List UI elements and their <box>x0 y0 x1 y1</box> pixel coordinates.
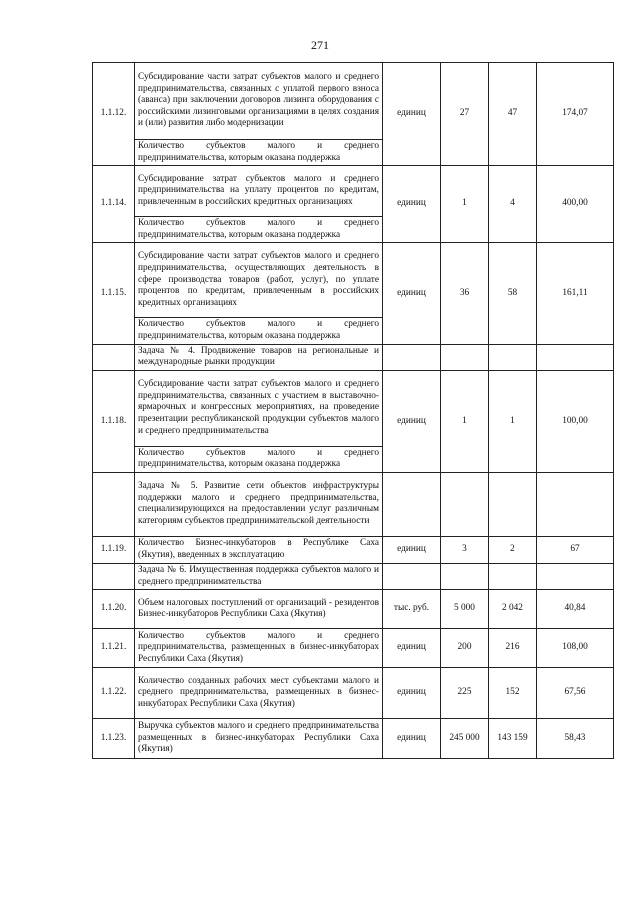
row-plan-value: 5 000 <box>441 590 489 629</box>
row-sub-description: Количество субъектов малого и среднего предпринимательства, которым оказана поддержка <box>135 318 383 344</box>
row-plan-value: 225 <box>441 668 489 719</box>
row-actual-value: 1 <box>489 370 537 472</box>
table-row <box>93 629 614 668</box>
row-actual-value: 4 <box>489 166 537 243</box>
table-row <box>93 590 614 629</box>
row-plan-value: 245 000 <box>441 719 489 759</box>
table-row <box>93 344 614 370</box>
row-number: 1.1.21. <box>93 629 135 668</box>
row-unit: единиц <box>383 536 441 563</box>
table-row <box>93 472 614 536</box>
task-heading: Задача № 5. Развитие сети объектов инфраструктуры поддержки малого и среднего предпринимательства, специализирующихся на предоставлении услуг различным категориям субъектов предпринимательской деятельности <box>135 472 383 536</box>
row-description: Объем налоговых поступлений от организаций - резидентов Бизнес-инкубаторов Республики Саха (Якутия) <box>135 590 383 629</box>
indicators-table <box>92 62 614 759</box>
table-row <box>93 536 614 563</box>
row-actual-value: 2 042 <box>489 590 537 629</box>
row-plan-value: 1 <box>441 166 489 243</box>
row-sub-description: Количество субъектов малого и среднего предпринимательства, которым оказана поддержка <box>135 446 383 472</box>
row-actual-value: 47 <box>489 63 537 166</box>
row-actual-value: 143 159 <box>489 719 537 759</box>
table-row <box>93 243 614 318</box>
row-percent-value: 40,84 <box>537 590 614 629</box>
row-percent-value: 174,07 <box>537 63 614 166</box>
row-percent-value: 67,56 <box>537 668 614 719</box>
table-row <box>93 166 614 217</box>
table-row <box>93 563 614 589</box>
row-unit: единиц <box>383 166 441 243</box>
row-percent-value: 108,00 <box>537 629 614 668</box>
table-row <box>93 668 614 719</box>
row-unit: единиц <box>383 668 441 719</box>
row-percent-value: 58,43 <box>537 719 614 759</box>
row-number: 1.1.12. <box>93 63 135 166</box>
row-number: 1.1.19. <box>93 536 135 563</box>
row-description: Количество Бизнес-инкубаторов в Республике Саха (Якутия), введенных в эксплуатацию <box>135 536 383 563</box>
row-percent-value: 67 <box>537 536 614 563</box>
row-unit: единиц <box>383 370 441 472</box>
row-actual-value: 216 <box>489 629 537 668</box>
page-number: 271 <box>311 38 329 52</box>
row-actual-value: 152 <box>489 668 537 719</box>
row-description: Количество субъектов малого и среднего предпринимательства, размещенных в бизнес-инкубаторах Республики Саха (Якутия) <box>135 629 383 668</box>
row-unit: единиц <box>383 63 441 166</box>
row-plan-value: 200 <box>441 629 489 668</box>
table-row <box>93 63 614 140</box>
table-row <box>93 719 614 759</box>
row-description: Субсидирование части затрат субъектов малого и среднего предпринимательства, связанных с уплатой первого взноса (аванса) при заключении договоров лизинга оборудования с российскими лизинговыми организациями в целях создания и (или) развития либо модернизации <box>135 63 383 140</box>
row-sub-description: Количество субъектов малого и среднего предпринимательства, которым оказана поддержка <box>135 217 383 243</box>
row-actual-value: 2 <box>489 536 537 563</box>
row-description: Количество созданных рабочих мест субъектами малого и среднего предпринимательства, размещенных в бизнес-инкубаторах Республики Саха (Якутия) <box>135 668 383 719</box>
row-number: 1.1.22. <box>93 668 135 719</box>
row-percent-value: 100,00 <box>537 370 614 472</box>
row-number: 1.1.23. <box>93 719 135 759</box>
row-description: Субсидирование части затрат субъектов малого и среднего предпринимательства, осуществляющих деятельность в сфере производства товаров (работ, услуг), по уплате процентов по кредитам, привлеченным в российских кредитных организациях <box>135 243 383 318</box>
table-row <box>93 370 614 446</box>
row-percent-value: 400,00 <box>537 166 614 243</box>
row-unit: тыс. руб. <box>383 590 441 629</box>
task-heading: Задача № 6. Имущественная поддержка субъектов малого и среднего предпринимательства <box>135 563 383 589</box>
row-number: 1.1.14. <box>93 166 135 243</box>
row-unit: единиц <box>383 629 441 668</box>
row-description: Выручка субъектов малого и среднего предпринимательства размещенных в бизнес-инкубаторах Республики Саха (Якутия) <box>135 719 383 759</box>
row-unit: единиц <box>383 719 441 759</box>
row-number: 1.1.18. <box>93 370 135 472</box>
row-description: Субсидирование части затрат субъектов малого и среднего предпринимательства, связанных с участием в выставочно-ярмарочных и конгрессных мероприятиях, на проведение презентации республиканской продукции субъектов малого и среднего предпринимательства <box>135 370 383 446</box>
row-plan-value: 1 <box>441 370 489 472</box>
row-actual-value: 58 <box>489 243 537 344</box>
row-number: 1.1.20. <box>93 590 135 629</box>
row-plan-value: 36 <box>441 243 489 344</box>
row-plan-value: 3 <box>441 536 489 563</box>
row-unit: единиц <box>383 243 441 344</box>
task-heading: Задача № 4. Продвижение товаров на региональные и международные рынки продукции <box>135 344 383 370</box>
row-percent-value: 161,11 <box>537 243 614 344</box>
row-description: Субсидирование затрат субъектов малого и среднего предпринимательства на уплату процентов по кредитам, привлеченным в российских кредитных организациях <box>135 166 383 217</box>
row-plan-value: 27 <box>441 63 489 166</box>
row-sub-description: Количество субъектов малого и среднего предпринимательства, которым оказана поддержка <box>135 140 383 166</box>
row-number: 1.1.15. <box>93 243 135 344</box>
